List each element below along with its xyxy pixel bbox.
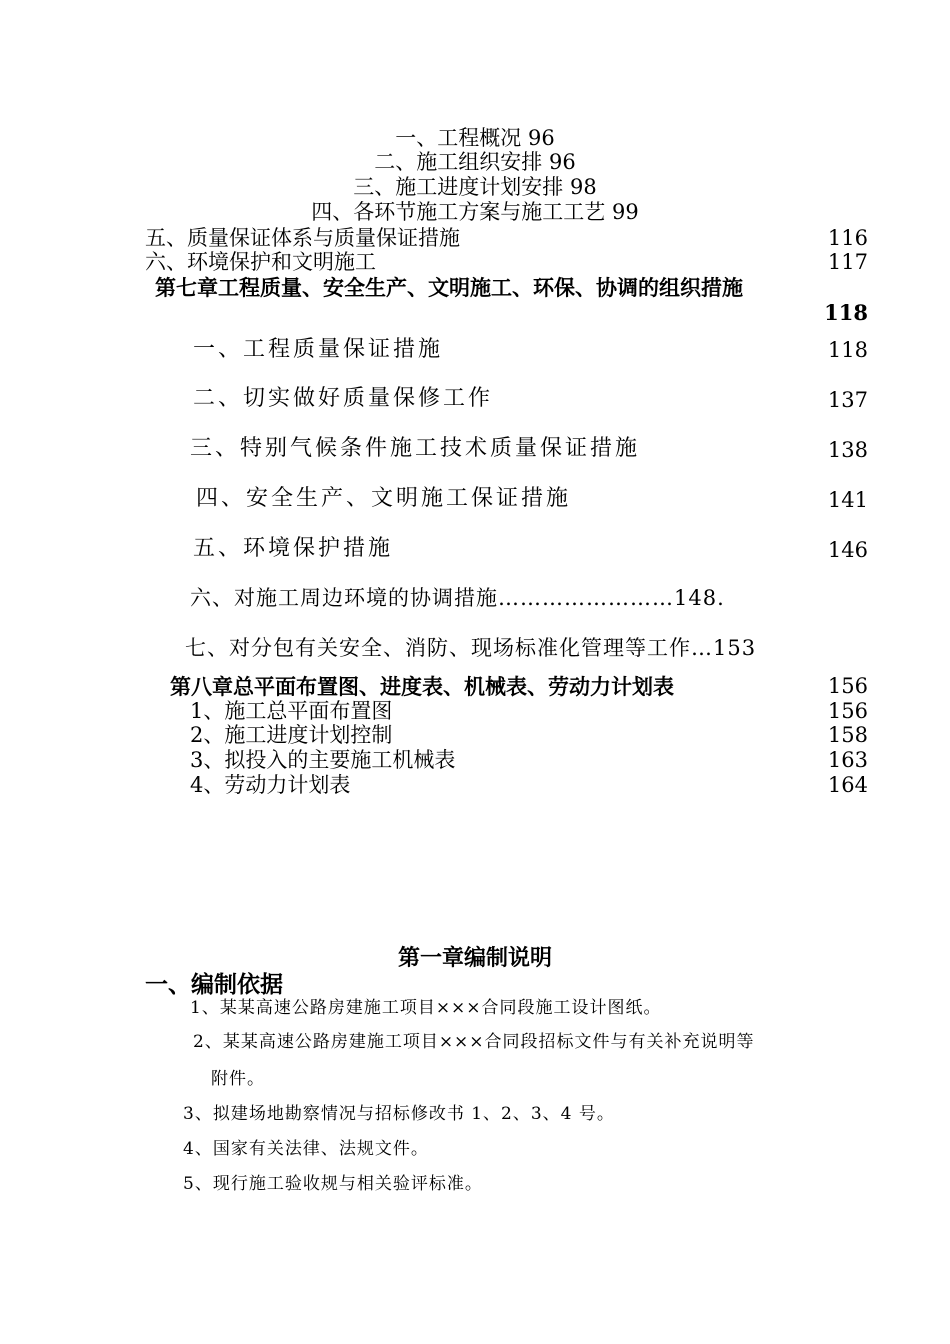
basis-item-2: 2、某某高速公路房建施工项目×××合同段招标文件与有关补充说明等: [193, 1032, 755, 1052]
chapter7-page: 118: [824, 300, 868, 325]
chapter7-item-1-page: 118: [827, 338, 868, 362]
toc-entry-4[interactable]: 四、各环节施工方案与施工工艺 99: [311, 200, 639, 224]
basis-item-3: 3、拟建场地勘察情况与招标修改书 1、2、3、4 号。: [183, 1104, 615, 1124]
chapter8-item-2[interactable]: 2、施工进度计划控制: [190, 723, 393, 747]
toc-entry-5[interactable]: 五、质量保证体系与质量保证措施: [145, 226, 460, 250]
basis-item-2-cont: 附件。: [211, 1069, 265, 1089]
toc-entry-2[interactable]: 二、施工组织安排 96: [374, 150, 576, 174]
chapter8-title[interactable]: 第八章总平面布置图、进度表、机械表、劳动力计划表: [170, 674, 674, 699]
basis-item-4: 4、国家有关法律、法规文件。: [183, 1139, 429, 1159]
chapter7-item-4[interactable]: 四、安全生产、文明施工保证措施: [196, 486, 572, 511]
section-heading: 一、编制依据: [145, 971, 283, 998]
toc-entry-6[interactable]: 六、环境保护和文明施工: [145, 250, 376, 274]
toc-entry-3[interactable]: 三、施工进度计划安排 98: [353, 175, 597, 199]
toc-entry-6-page: 117: [827, 250, 868, 274]
chapter7-item-1[interactable]: 一、工程质量保证措施: [193, 337, 444, 362]
chapter8-item-3[interactable]: 3、拟投入的主要施工机械表: [190, 748, 456, 772]
basis-item-5: 5、现行施工验收规与相关验评标准。: [183, 1174, 483, 1194]
chapter8-item-4[interactable]: 4、劳动力计划表: [190, 773, 351, 797]
chapter7-item-7[interactable]: 七、对分包有关安全、消防、现场标准化管理等工作…153: [185, 636, 757, 660]
chapter8-item-4-page: 164: [827, 773, 868, 797]
chapter7-title[interactable]: 第七章工程质量、安全生产、文明施工、环保、协调的组织措施: [155, 275, 743, 300]
chapter7-item-2-page: 137: [827, 388, 868, 412]
chapter7-item-3-page: 138: [827, 438, 868, 462]
chapter7-item-6[interactable]: 六、对施工周边环境的协调措施……………………148.: [190, 586, 725, 610]
chapter1-title: 第一章编制说明: [397, 945, 552, 971]
toc-entry-5-page: 116: [827, 226, 868, 250]
chapter8-item-3-page: 163: [827, 748, 868, 772]
chapter8-page: 156: [827, 674, 868, 698]
chapter7-item-2[interactable]: 二、切实做好质量保修工作: [193, 386, 494, 411]
chapter8-item-2-page: 158: [827, 723, 868, 747]
toc-entry-1[interactable]: 一、工程概况 96: [395, 126, 555, 150]
chapter7-item-5[interactable]: 五、环境保护措施: [193, 536, 394, 561]
chapter7-item-5-page: 146: [827, 538, 868, 562]
basis-item-1: 1、某某高速公路房建施工项目×××合同段施工设计图纸。: [190, 998, 662, 1018]
chapter7-item-4-page: 141: [827, 488, 868, 512]
chapter8-item-1-page: 156: [827, 699, 868, 723]
chapter8-item-1[interactable]: 1、施工总平面布置图: [190, 699, 393, 723]
chapter7-item-3[interactable]: 三、特别气候条件施工技术质量保证措施: [190, 436, 641, 461]
